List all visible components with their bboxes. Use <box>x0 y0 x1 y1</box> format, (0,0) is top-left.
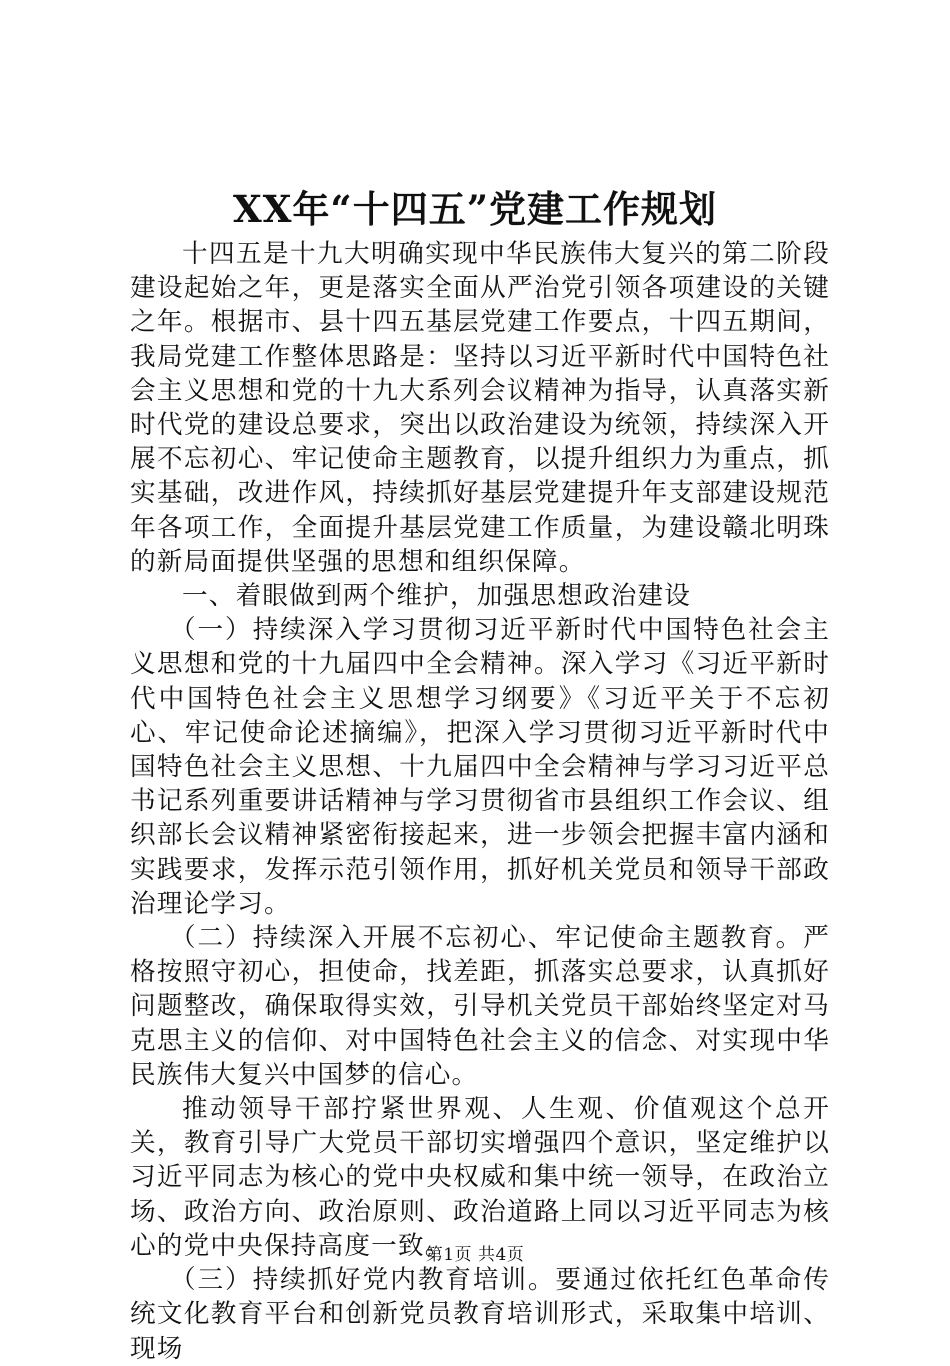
subsection-paragraph-3: （三）持续抓好党内教育培训。要通过依托红色革命传统文化教育平台和创新党员教育培训形式，采取集中培训、现场 <box>130 1265 830 1364</box>
subsection-paragraph-2: （二）持续深入开展不忘初心、牢记使命主题教育。严格按照守初心，担使命，找差距，抓落实总要求，认真抓好问题整改，确保取得实效，引导机关党员干部始终坚定对马克思主义的信仰、对中国特色社会主义的信念、对实现中华民族伟大复兴中国梦的信心。 <box>130 923 830 1090</box>
intro-paragraph: 十四五是十九大明确实现中华民族伟大复兴的第二阶段建设起始之年，更是落实全面从严治党引领各项建设的关键之年。根据市、县十四五基层党建工作要点，十四五期间，我局党建工作整体思路是：坚持以习近平新时代中国特色社会主义思想和党的十九大系列会议精神为指导，认真落实新时代党的建设总要求，突出以政治建设为统领，持续深入开展不忘初心、牢记使命主题教育，以提升组织力为重点，抓实基础，改进作风，持续抓好基层党建提升年支部建设规范年各项工作，全面提升基层党建工作质量，为建设赣北明珠的新局面提供坚强的思想和组织保障。 <box>130 239 830 577</box>
section-heading: 一、着眼做到两个维护，加强思想政治建设 <box>182 581 692 612</box>
document-body <box>130 237 830 1366</box>
page-footer: 第1页 共4页 <box>425 1245 525 1265</box>
document-title: XX年“十四五”党建工作规划 <box>233 187 717 231</box>
subsection-paragraph-1: （一）持续深入学习贯彻习近平新时代中国特色社会主义思想和党的十九届四中全会精神。深入学习《习近平新时代中国特色社会主义思想学习纲要》《习近平关于不忘初心、牢记使命论述摘编》，把深入学习贯彻习近平新时代中国特色社会主义思想、十九届四中全会精神与学习习近平总书记系列重要讲话精神与学习贯彻省市县组织工作会议、组织部长会议精神紧密衔接起来，进一步领会把握丰富内涵和实践要求，发挥示范引领作用，抓好机关党员和领导干部政治理论学习。 <box>130 615 830 919</box>
body-paragraph: 推动领导干部拧紧世界观、人生观、价值观这个总开关，教育引导广大党员干部切实增强四个意识，坚定维护以习近平同志为核心的党中央权威和集中统一领导，在政治立场、政治方向、政治原则、政治道路上同以习近平同志为核心的党中央保持高度一致。 <box>130 1094 830 1261</box>
